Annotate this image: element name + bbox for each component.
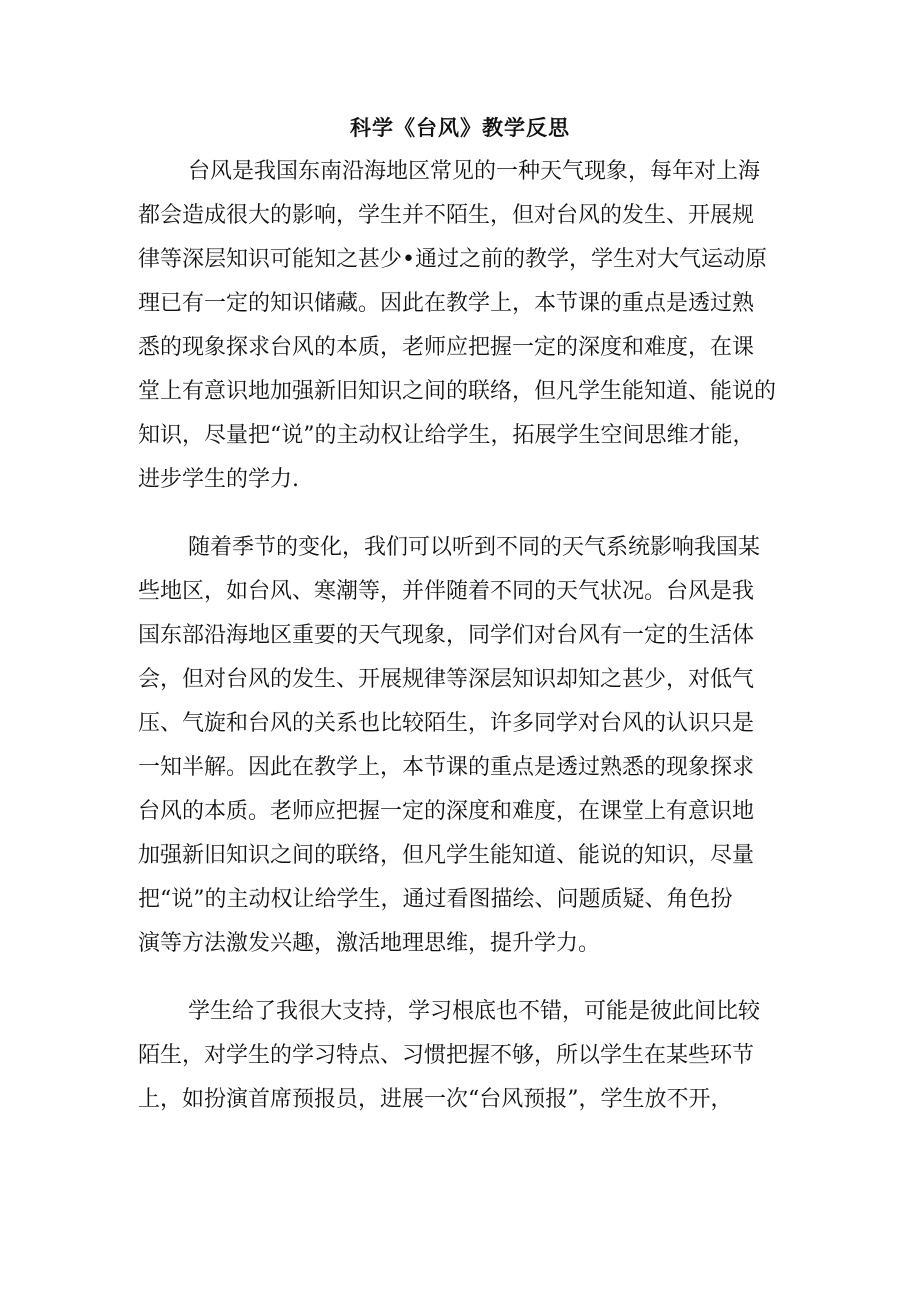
text-line: 台风是我国东南沿海地区常见的一种天气现象，每年对上海 [188,159,761,184]
text-line: 些地区，如台风、寒潮等，并伴随着不同的天气状况。台风是我 [138,579,755,604]
text-line: 堂上有意识地加强新旧知识之间的联络，但凡学生能知道、能说的 [138,379,777,404]
text-line: 随着季节的变化，我们可以听到不同的天气系统影响我国某 [188,535,761,560]
text-line: 压、气旋和台风的关系也比较陌生，许多同学对台风的认识只是 [138,711,755,736]
text-line: 演等方法激发兴趣，激活地理思维，提升学力。 [138,931,601,956]
text-line: 上，如扮演首席预报员，进展一次“台风预报”，学生放不开， [138,1087,733,1112]
text-line: 会，但对台风的发生、开展规律等深层知识却知之甚少，对低气 [138,667,755,692]
text-line: 陌生，对学生的学习特点、习惯把握不够，所以学生在某些环节 [138,1043,755,1068]
text-line: 都会造成很大的影响，学生并不陌生，但对台风的发生、开展规 [138,203,755,228]
text-line: 悉的现象探求台风的本质，老师应把握一定的深度和难度，在课 [138,335,755,360]
text-line: 知识，尽量把“说”的主动权让给学生，拓展学生空间思维才能， [138,423,755,448]
text-line: 加强新旧知识之间的联络，但凡学生能知道、能说的知识，尽量 [138,843,755,868]
text-line: 一知半解。因此在教学上，本节课的重点是透过熟悉的现象探求 [138,755,755,780]
text-line: 理已有一定的知识储藏。因此在教学上，本节课的重点是透过熟 [138,291,755,316]
text-line: 台风的本质。老师应把握一定的深度和难度，在课堂上有意识地 [138,799,755,824]
page-title: 科学《台风》教学反思 [350,115,570,140]
text-line: 把“说”的主动权让给学生，通过看图描绘、问题质疑、角色扮 [138,887,733,912]
text-line: 进步学生的学力. [138,467,299,492]
text-line: 国东部沿海地区重要的天气现象，同学们对台风有一定的生活体 [138,623,755,648]
text-line: 学生给了我很大支持，学习根底也不错，可能是彼此间比较 [188,999,761,1024]
text-line: 律等深层知识可能知之甚少•通过之前的教学，学生对大气运动原 [138,247,767,272]
